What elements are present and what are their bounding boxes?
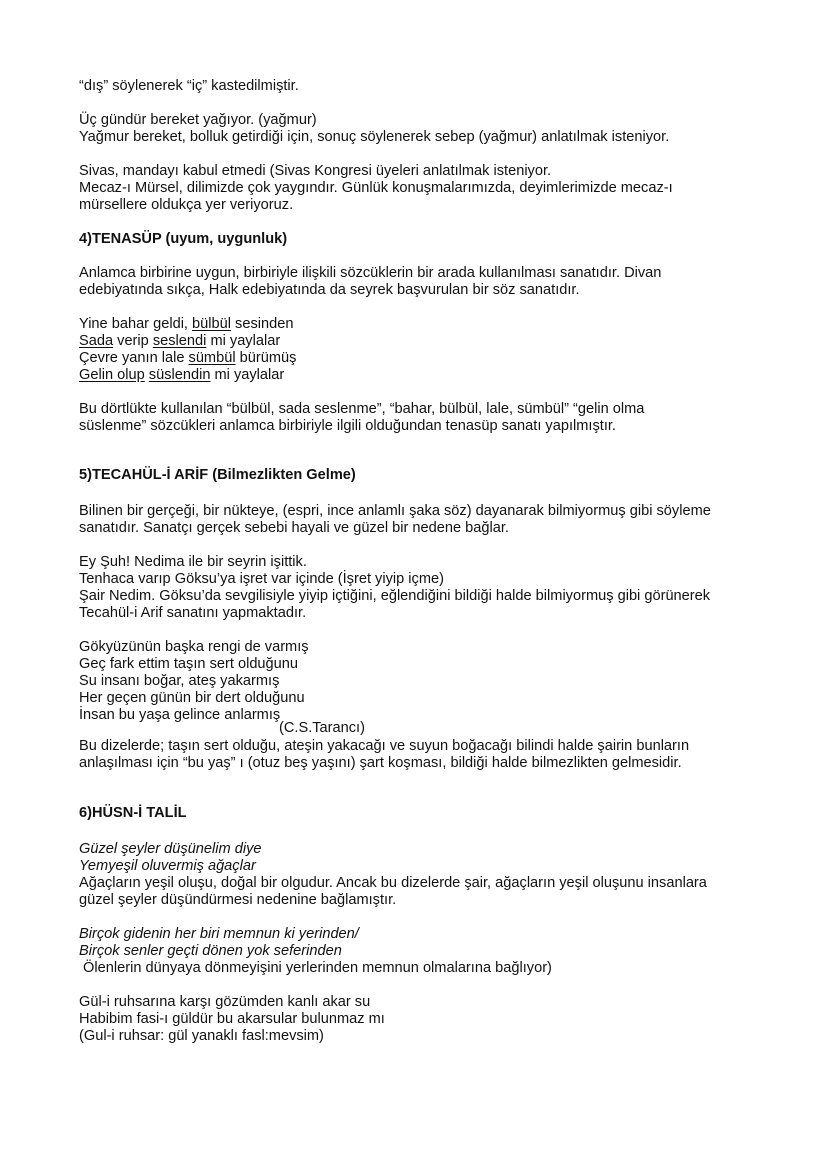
poem-line: Çevre yanın lale sümbül bürümüş: [79, 350, 297, 366]
poem-line: Ey Şuh! Nedima ile bir seyrin işittik.: [79, 554, 307, 570]
poem-author: (C.S.Tarancı): [279, 720, 365, 736]
text-line: anlaşılması için “bu yaş” ı (otuz beş yaşını) şart koşması, bildiği halde bilmezlikten gelmesidir.: [79, 755, 682, 771]
example-line: Üç gündür bereket yağıyor. (yağmur): [79, 112, 317, 128]
poem-line: Gökyüzünün başka rengi de varmış: [79, 639, 309, 655]
poem-line: Güzel şeyler düşünelim diye: [79, 841, 262, 857]
example-line: Sivas, mandayı kabul etmedi (Sivas Kongresi üyeleri anlatılmak isteniyor.: [79, 163, 552, 179]
underlined-word: Sada: [79, 333, 114, 349]
poem-line: Geç fark ettim taşın sert olduğunu: [79, 656, 299, 672]
underlined-word: bülbül: [192, 316, 231, 332]
text-line: sanatıdır. Sanatçı gerçek sebebi hayali ve güzel bir nedene bağlar.: [79, 520, 509, 536]
text-line: (Gul-i ruhsar: gül yanaklı fasl:mevsim): [79, 1028, 324, 1044]
text-line: Ölenlerin dünyaya dönmeyişini yerlerinden memnun olmalarına bağlıyor): [79, 960, 552, 976]
text-line: Bilinen bir gerçeği, bir nükteye, (espri, ince anlamlı şaka söz) dayanarak bilmiyormuş gibi söyleme: [79, 503, 711, 519]
section-heading-tecahul: 5)TECAHÜL-İ ARİF (Bilmezlikten Gelme): [79, 467, 356, 483]
text-line: Mecaz-ı Mürsel, dilimizde çok yaygındır. Günlük konuşmalarımızda, deyimlerimizde mecaz-ı: [79, 180, 673, 196]
text-line: Yağmur bereket, bolluk getirdiği için, sonuç söylenerek sebep (yağmur) anlatılmak isteniyor.: [79, 129, 670, 145]
underlined-word: sümbül: [188, 350, 236, 366]
text-line: mürsellere oldukça yer veriyoruz.: [79, 197, 294, 213]
text-line: Ağaçların yeşil oluşu, doğal bir olgudur. Ancak bu dizelerde şair, ağaçların yeşil oluşunu insanlara: [79, 875, 707, 891]
underlined-word: Gelin olup: [79, 367, 145, 383]
section-heading-husn-i-talil: 6)HÜSN-İ TALİL: [79, 805, 187, 821]
poem-line: Gül-i ruhsarına karşı gözümden kanlı akar su: [79, 994, 371, 1010]
underlined-word: seslendi: [152, 333, 207, 349]
poem-line: Tenhaca varıp Göksu’ya işret var içinde (İşret yiyip içme): [79, 571, 444, 587]
poem-line: Gelin olup süslendin mi yaylalar: [79, 367, 285, 383]
text-line: Tecahül-i Arif sanatını yapmaktadır.: [79, 605, 307, 621]
poem-line: Habibim fasi-ı güldür bu akarsular bulunmaz mı: [79, 1011, 385, 1027]
text-line: Şair Nedim. Göksu’da sevgilisiyle yiyip içtiğini, eğlendiğini bildiği halde bilmiyormuş gibi görünerek: [79, 588, 711, 604]
poem-line: Su insanı boğar, ateş yakarmış: [79, 673, 280, 689]
section-heading-tenasup: 4)TENASÜP (uyum, uygunluk): [79, 231, 288, 247]
text-line: güzel şeyler düşündürmesi nedenine bağlamıştır.: [79, 892, 397, 908]
text-line: edebiyatında sıkça, Halk edebiyatında da seyrek başvurulan bir söz sanatıdır.: [79, 282, 580, 298]
poem-line: Yine bahar geldi, bülbül sesinden: [79, 316, 294, 332]
poem-line: Birçok senler geçti dönen yok seferinden: [79, 943, 342, 959]
poem-line: Her geçen günün bir dert olduğunu: [79, 690, 305, 706]
poem-line: Sada verip seslendi mi yaylalar: [79, 333, 281, 349]
text-line: Bu dörtlükte kullanılan “bülbül, sada seslenme”, “bahar, bülbül, lale, sümbül” “gelin olma: [79, 401, 645, 417]
poem-line: Birçok gidenin her biri memnun ki yerinden/: [79, 926, 359, 942]
text-line: “dış” söylenerek “iç” kastedilmiştir.: [79, 78, 299, 94]
text-line: Bu dizelerde; taşın sert olduğu, ateşin yakacağı ve suyun boğacağı bilindi halde şairin bunların: [79, 738, 690, 754]
text-line: Anlamca birbirine uygun, birbiriyle ilişkili sözcüklerin bir arada kullanılması sanatıdır. Divan: [79, 265, 662, 281]
underlined-word: süslendin: [148, 367, 211, 383]
text-line: süslenme” sözcükleri anlamca birbiriyle ilgili olduğundan tenasüp sanatı yapılmıştır.: [79, 418, 616, 434]
poem-line: Yemyeşil oluvermiş ağaçlar: [79, 858, 256, 874]
poem-line: İnsan bu yaşa gelince anlarmış: [79, 707, 281, 723]
